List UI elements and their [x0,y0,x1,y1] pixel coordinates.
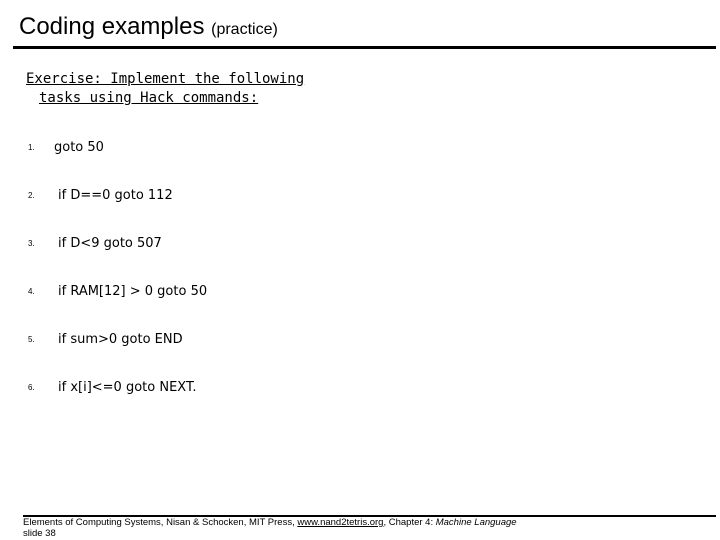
list-item-number: 3. [28,239,35,248]
exercise-line-2: tasks using Hack commands: [39,90,259,106]
list-item-number: 5. [28,335,35,344]
list-item-text: if D==0 goto 112 [58,188,173,203]
list-item-number: 6. [28,383,35,392]
slide-title-suffix: (practice) [211,21,278,38]
list-item-text: goto 50 [54,140,104,155]
title-divider [13,46,716,49]
slide-title-main: Coding examples [19,13,205,40]
footer-chapter-title: Machine Language [435,517,517,528]
slide-title [19,12,278,45]
list-item-number: 1. [28,143,35,152]
footer-link[interactable]: www.nand2tetris.org [297,517,384,528]
list-item-number: 2. [28,191,35,200]
footer [23,517,517,539]
list-item-text: if x[i]<=0 goto NEXT. [58,380,197,395]
list-item-text: if RAM[12] > 0 goto 50 [58,284,208,299]
footer-chapter-prefix: , Chapter 4: [383,517,434,528]
exercise-heading [26,70,304,108]
footer-source: Elements of Computing Systems, Nisan & Schocken, MIT Press, [23,517,295,528]
list-item-number: 4. [28,287,35,296]
list-item-text: if sum>0 goto END [58,332,183,347]
exercise-line-1: Exercise: Implement the following [26,71,305,87]
footer-slide-number: slide 38 [23,528,56,539]
list-item-text: if D<9 goto 507 [58,236,162,251]
